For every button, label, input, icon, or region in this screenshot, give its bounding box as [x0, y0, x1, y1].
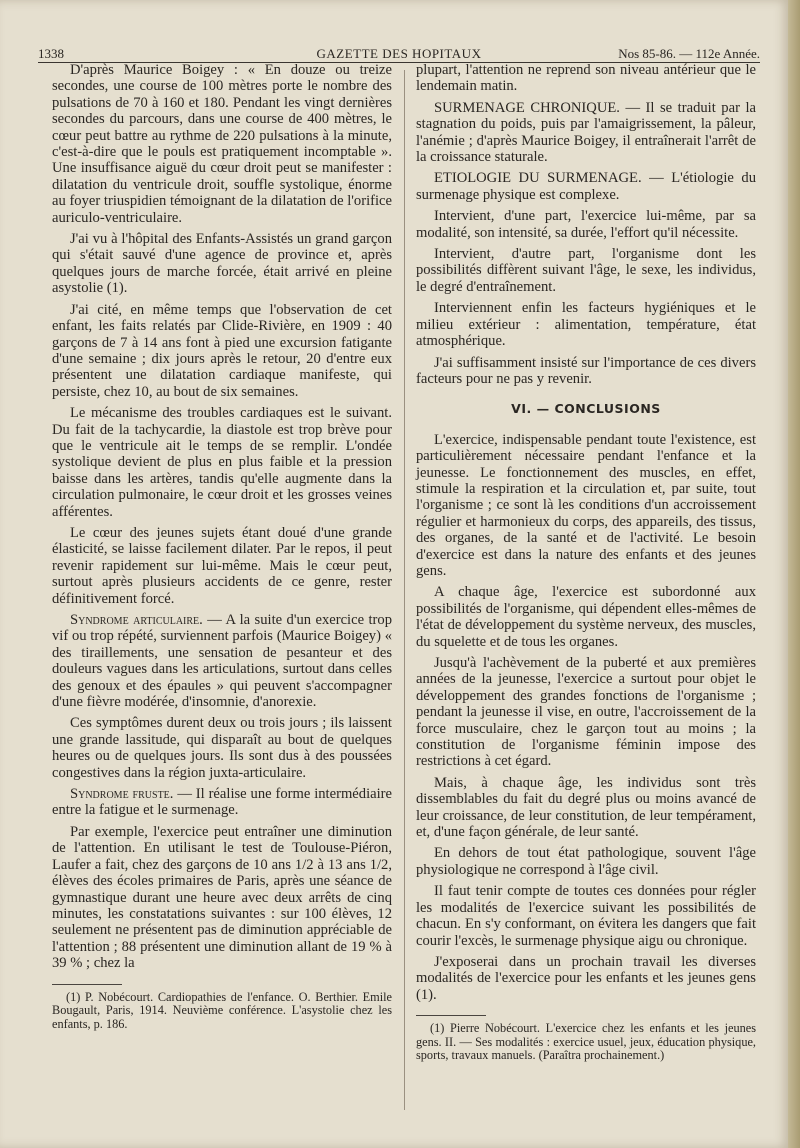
running-header	[38, 46, 760, 63]
footnote-rule	[52, 984, 122, 985]
paragraph: plupart, l'attention ne reprend son niveau antérieur que le lendemain matin.	[416, 62, 756, 95]
paragraph: Il faut tenir compte de toutes ces données pour régler les modalités de l'exercice suivant les possibilités de chacun. En s'y conformant, on évitera les dangers que fait courir l'excès, le surmenage physique aigu ou chronique.	[416, 883, 756, 949]
paragraph: Par exemple, l'exercice peut entraîner une diminution de l'attention. En utilisant le test de Toulouse-Piéron, Laufer a fait, chez des garçons de 10 ans 1/2 à 13 ans 1/2, élèves des écoles primaires de Paris, après une séance de gymnastique durant une heure avec deux arrêts de cinq minutes, les constatations suivantes : sur 100 élèves, 12 seulement ne présentent pas de diminution appréciable de l'attention ; 88 présentent une diminution allant de 19 % à 39 % ; chez la	[52, 823, 392, 972]
journal-title: GAZETTE DES HOPITAUX	[316, 46, 482, 61]
subheading: Syndrome fruste.	[70, 786, 174, 803]
section-heading: VI. — CONCLUSIONS	[511, 401, 661, 417]
issue-number: Nos 85-86. — 112e Année.	[618, 46, 760, 61]
paragraph: J'ai vu à l'hôpital des Enfants-Assistés un grand garçon qui s'était sauvé d'une agence de province et, après quelques jours de marche forcée, était arrivé en pleine asystolie (1).	[52, 231, 392, 297]
paragraph: Ces symptômes durent deux ou trois jours ; ils laissent une grande lassitude, qui disparaît au bout de quelques heures ou de quelques jours. Ils sont dus à des poussées congestives dans la région juxta-articulaire.	[52, 715, 392, 781]
paragraph: Interviennent enfin les facteurs hygiéniques et le milieu extérieur : alimentation, température, état atmosphérique.	[416, 300, 756, 350]
paragraph: ETIOLOGIE DU SURMENAGE. — L'étiologie du surmenage physique est complexe.	[416, 170, 756, 203]
column-divider	[404, 70, 405, 1110]
paragraph-syndrome-fruste: Syndrome fruste. — Il réalise une forme intermédiaire entre la fatigue et le surmenage.	[52, 786, 392, 819]
subheading: Syndrome articulaire.	[70, 612, 203, 628]
paragraph-syndrome-articulaire: Syndrome articulaire. — A la suite d'un exercice trop vif ou trop répété, surviennent parfois (Maurice Boigey) « des tiraillements, une sensation de pesanteur et des douleurs vagues dans les articulations, surtout dans celles des genoux et des épaules » qui peuvent s'accompagner d'une fièvre modérée, d'insomnie, d'anorexie.	[52, 612, 392, 711]
paragraph: Mais, à chaque âge, les individus sont très dissemblables du fait du degré plus ou moins avancé de leur croissance, de leur constitution, de leur tempérament, et, d'une façon générale, de leur santé.	[416, 774, 756, 841]
paragraph: J'exposerai dans un prochain travail les diverses modalités de l'exercice pour les enfants et les jeunes gens (1).	[416, 953, 756, 1003]
paragraph: J'ai suffisamment insisté sur l'importance de ces divers facteurs pour ne pas y revenir.	[416, 354, 756, 387]
paragraph: Le mécanisme des troubles cardiaques est le suivant. Du fait de la tachycardie, la diastole est trop brève pour que le ventricule ait le temps de se remplir. L'ondée systolique devient de plus en plus faible et la pression baisse dans les artères, tandis qu'elle augmente dans la circulation pulmonaire, le cœur droit et les grosses veines afférentes.	[52, 405, 392, 520]
left-column	[52, 62, 392, 1031]
paragraph: Intervient, d'autre part, l'organisme dont les possibilités diffèrent suivant l'âge, le sexe, les individus, le degré d'entraînement.	[416, 246, 756, 295]
paragraph: Le cœur des jeunes sujets étant doué d'une grande élasticité, se laisse facilement dilater. Par le repos, il peut revenir rapidement sur lui-même. Mais le cœur peut, surtout après plusieurs accidents de ce genre, rester définitivement forcé.	[52, 524, 392, 607]
paragraph: L'exercice, indispensable pendant toute l'existence, est particulièrement nécessaire pendant l'enfance et la jeunesse. Le fonctionnement des muscles, en effet, stimule la respiration et la circulation et, par suite, tout l'organisme ; ce sont là les conditions d'un accroissement régulier et harmonieux du corps, des appareils, des tissus, des organes, de la santé et de l'activité. Le besoin d'exercice est dans la nature des enfants et des jeunes gens.	[416, 431, 756, 579]
footnote-rule	[416, 1015, 486, 1016]
paragraph: En dehors de tout état pathologique, souvent l'âge physiologique ne correspond à l'âge civil.	[416, 845, 756, 878]
paragraph: SURMENAGE CHRONIQUE. — Il se traduit par la stagnation du poids, puis par l'amaigrissement, la pâleur, l'anémie ; d'après Maurice Boigey, il entraînerait l'arrêt de la croissance staturale.	[416, 99, 756, 166]
page-number: 1338	[38, 46, 64, 61]
paragraph: J'ai cité, en même temps que l'observation de cet enfant, les faits relatés par Clide-Rivière, en 1909 : 40 garçons de 7 à 14 ans font à pied une excursion fatigante d'une semaine ; dix jours après le retour, 20 d'entre eux présentent une dilatation cardiaque manifeste, qui persiste, chez 10, au bout de six semaines.	[52, 301, 392, 400]
footnote: (1) Pierre Nobécourt. L'exercice chez les enfants et les jeunes gens. II. — Ses modalités : exercice usuel, jeux, éducation physique, sports, travaux manuels. (Paraîtra prochainement.)	[416, 1021, 756, 1063]
page-edge	[788, 0, 800, 1148]
paragraph: D'après Maurice Boigey : « En douze ou treize secondes, une course de 100 mètres porte le nombre des pulsations de 70 à 160 et 180. Pendant les vingt dernières secondes du parcours, dans une course de 400 mètres, le cœur peut battre au rythme de 220 pulsations à la minute, c'est-à-dire que le pouls est pratiquement incomptable ». Une insuffisance aiguë du cœur droit peut se manifester : dilatation du ventricule droit, souffle systolique, énorme au foyer triuspidien témoignant de la dilatation de l'orifice auriculo-ventriculaire.	[52, 62, 392, 226]
paragraph: A chaque âge, l'exercice est subordonné aux possibilités de l'organisme, qui dépendent elles-mêmes de l'état de développement du système nerveux, des muscles, du squelette et de tous les organes.	[416, 584, 756, 650]
right-column	[416, 62, 756, 1063]
footnote: (1) P. Nobécourt. Cardiopathies de l'enfance. O. Berthier. Emile Bougault, Paris, 1914. Neuvième conférence. L'asystolie chez les enfants, p. 186.	[52, 989, 392, 1031]
paragraph: Intervient, d'une part, l'exercice lui-même, par sa modalité, son intensité, sa durée, l'effort qu'il nécessite.	[416, 208, 756, 241]
paragraph: Jusqu'à l'achèvement de la puberté et aux premières années de la jeunesse, l'exercice a surtout pour objet le développement des grandes fonctions de l'organisme ; pendant la jeunesse il vise, en outre, l'accroissement de la force musculaire, chez le garçon tout au moins ; la constitution de l'organisme féminin impose des restrictions à cet égard.	[416, 655, 756, 770]
